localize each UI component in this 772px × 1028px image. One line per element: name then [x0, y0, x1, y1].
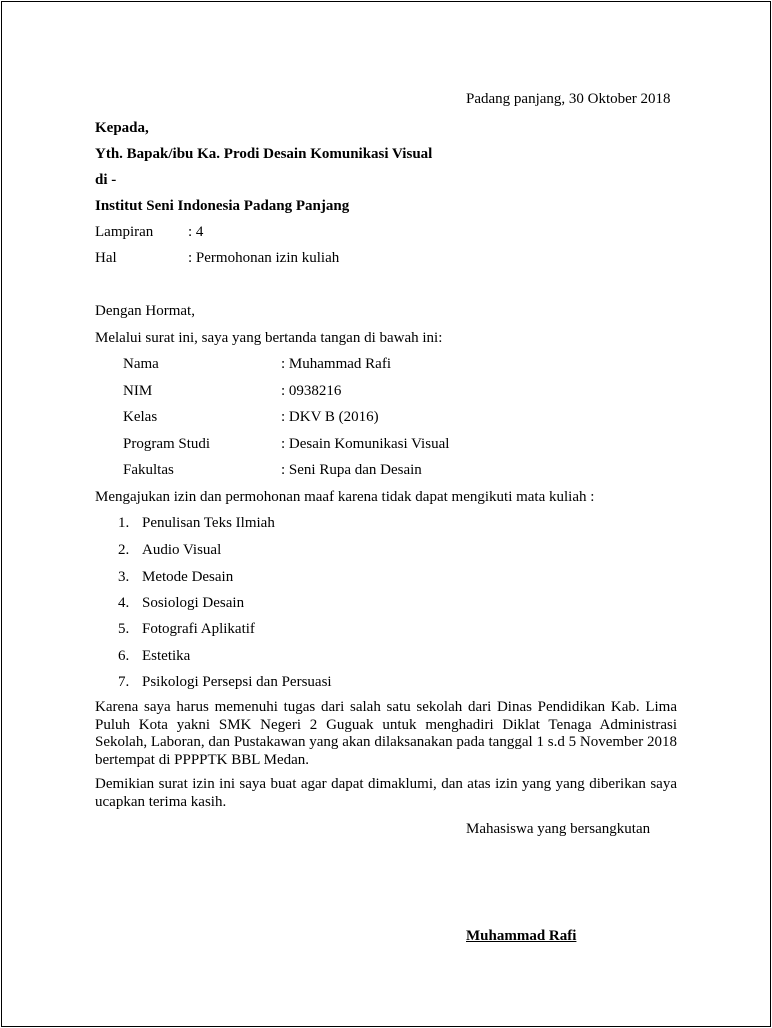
meta-value-hal: : Permohonan izin kuliah: [188, 250, 340, 266]
identity-value-nama: : Muhammad Rafi: [281, 356, 391, 372]
greeting: Dengan Hormat,: [95, 303, 195, 319]
identity-value-nim: : 0938216: [281, 383, 342, 399]
closing-paragraph: Demikian surat izin ini saya buat agar dapat dimaklumi, dan atas izin yang yang diberikan saya ucapkan terima kasih.: [95, 776, 677, 810]
identity-value-prodi: : Desain Komunikasi Visual: [281, 436, 450, 452]
identity-label-prodi: Program Studi: [123, 436, 211, 452]
course-number: 2.: [118, 542, 130, 558]
course-name: Psikologi Persepsi dan Persuasi: [142, 674, 332, 690]
identity-label-nama: Nama: [123, 356, 159, 372]
meta-label-hal: Hal: [95, 250, 117, 266]
meta-label-lampiran: Lampiran: [95, 224, 154, 240]
intro: Melalui surat ini, saya yang bertanda tangan di bawah ini:: [95, 330, 443, 346]
recipient-title: Yth. Bapak/ibu Ka. Prodi Desain Komunikasi Visual: [95, 146, 433, 162]
meta-value-lampiran: : 4: [188, 224, 204, 240]
recipient-institution: Institut Seni Indonesia Padang Panjang: [95, 198, 350, 214]
signature-name: Muhammad Rafi: [466, 928, 577, 944]
course-name: Fotografi Aplikatif: [142, 621, 255, 637]
course-number: 3.: [118, 569, 130, 585]
course-number: 4.: [118, 595, 130, 611]
course-number: 6.: [118, 648, 130, 664]
place-date: Padang panjang, 30 Oktober 2018: [466, 91, 671, 107]
reason-paragraph: Karena saya harus memenuhi tugas dari salah satu sekolah dari Dinas Pendidikan Kab. Lima Puluh Kota yakni SMK Negeri 2 Guguak untuk menghadiri Diklat Tenaga Administrasi Sekolah, Laboran, dan Pustakawan yang akan dilaksanakan pada tanggal 1 s.d 5 November 2018 bertempat di PPPPTK BBL Medan.: [95, 699, 677, 768]
identity-label-nim: NIM: [123, 383, 153, 399]
request: Mengajukan izin dan permohonan maaf karena tidak dapat mengikuti mata kuliah :: [95, 489, 595, 505]
course-number: 7.: [118, 674, 130, 690]
letter-page: [1, 1, 771, 1027]
course-name: Audio Visual: [142, 542, 222, 558]
identity-value-fakultas: : Seni Rupa dan Desain: [281, 462, 422, 478]
identity-label-fakultas: Fakultas: [123, 462, 174, 478]
recipient-to: Kepada,: [95, 120, 149, 136]
course-name: Metode Desain: [142, 569, 234, 585]
course-name: Penulisan Teks Ilmiah: [142, 515, 275, 531]
identity-value-kelas: : DKV B (2016): [281, 409, 379, 425]
course-name: Estetika: [142, 648, 191, 664]
course-number: 1.: [118, 515, 130, 531]
signoff: Mahasiswa yang bersangkutan: [466, 821, 651, 837]
identity-label-kelas: Kelas: [123, 409, 158, 425]
recipient-at: di -: [95, 172, 117, 188]
course-number: 5.: [118, 621, 130, 637]
course-name: Sosiologi Desain: [142, 595, 245, 611]
